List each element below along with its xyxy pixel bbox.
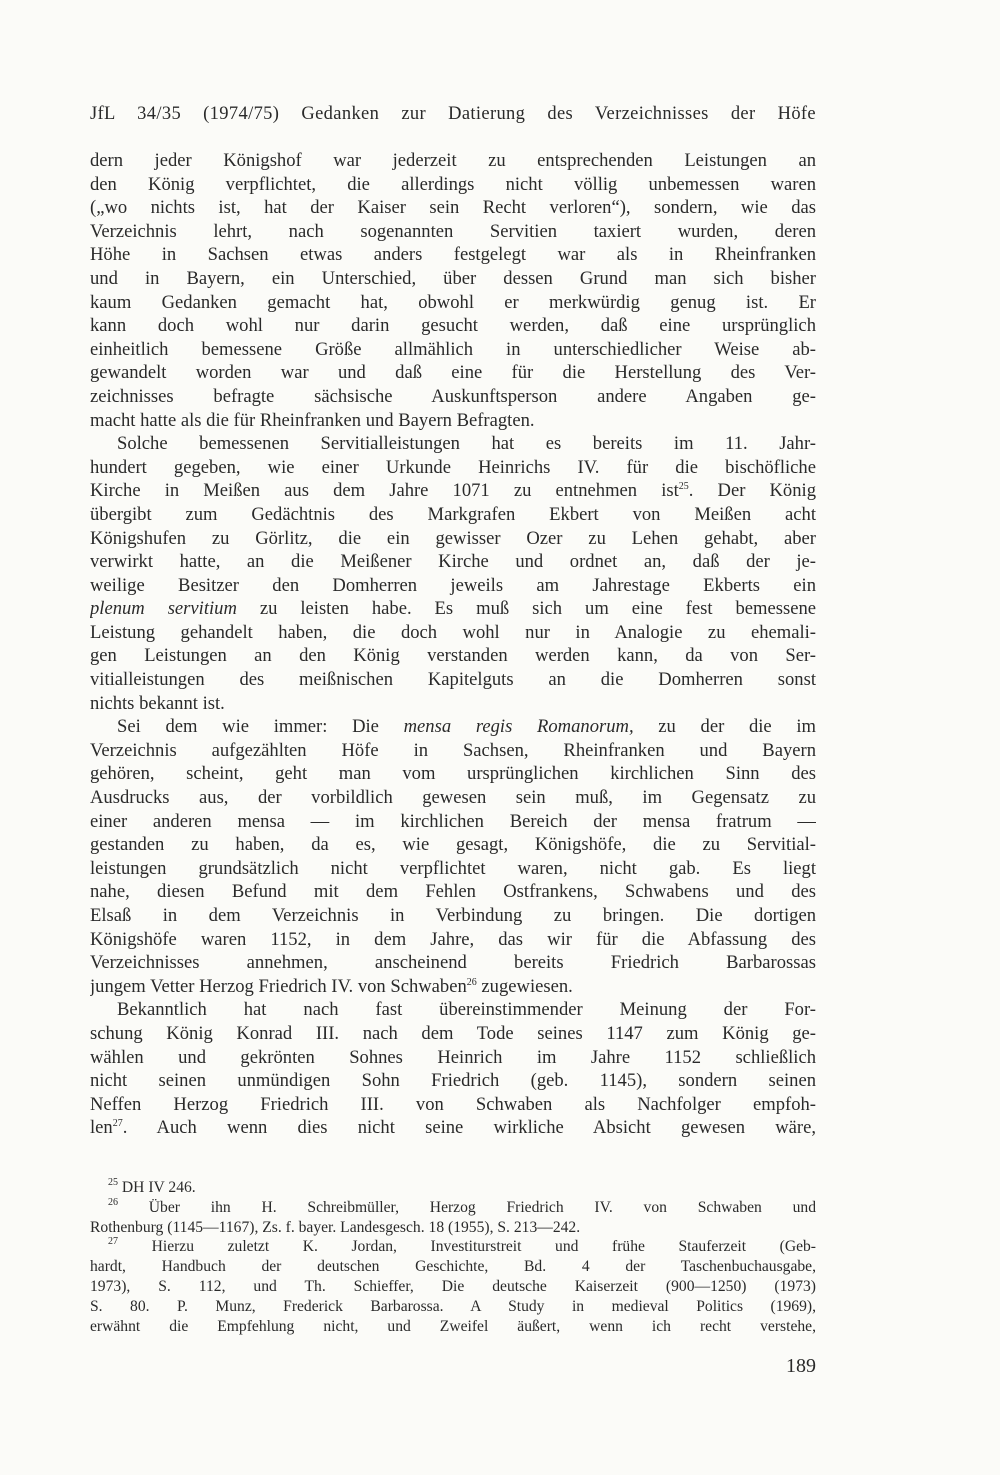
text-line: dern jeder Königshof war jederzeit zu entsprechenden Leistungen an	[90, 150, 816, 171]
main-text	[90, 149, 816, 1140]
text-line: nahe, diesen Befund mit dem Fehlen Ostfrankens, Schwabens und des	[90, 881, 816, 903]
latin-term: mensa regis Romanorum,	[403, 716, 634, 738]
footnote-ref-26[interactable]: 26	[466, 976, 477, 988]
footnotes	[90, 1178, 816, 1336]
footnote-line: erwähnt die Empfehlung nicht, und Zweifel äußert, wenn ich recht verstehe,	[90, 1317, 816, 1335]
text-segment: . Der König	[688, 480, 816, 502]
footnote-ref-27[interactable]: 27	[112, 1118, 123, 1130]
text-line	[90, 975, 816, 999]
text-line	[90, 597, 816, 621]
text-line: („wo nichts ist, hat der Kaiser sein Recht verloren“), sondern, wie das	[90, 197, 816, 219]
text-segment: Sei dem wie immer: Die	[117, 716, 404, 738]
footnote-25	[90, 1178, 816, 1198]
text-line: nichts bekannt ist.	[90, 692, 225, 714]
text-segment: zugewiesen.	[476, 975, 573, 997]
footnote-text: DH IV 246.	[121, 1179, 196, 1196]
paragraph-4	[90, 998, 816, 1140]
paragraph-1	[90, 149, 816, 432]
text-line: wählen und gekrönten Sohnes Heinrich im Jahre 1152 schließlich	[90, 1046, 816, 1068]
text-line: nicht seinen unmündigen Sohn Friedrich (geb. 1145), sondern seinen	[90, 1070, 816, 1092]
text-line	[90, 715, 816, 739]
text-segment: jungem Vetter Herzog Friedrich IV. von Schwaben	[90, 975, 467, 997]
text-line: einer anderen mensa — im kirchlichen Bereich der mensa fratrum —	[90, 810, 816, 832]
footnote-mark: 26	[108, 1197, 118, 1208]
text-segment: Kirche in Meißen aus dem Jahre 1071 zu entnehmen ist	[90, 480, 679, 502]
text-line: zeichnisses befragte sächsische Auskunftsperson andere Angaben ge-	[90, 385, 816, 407]
text-line: und in Bayern, ein Unterschied, über dessen Grund man sich bisher	[90, 267, 816, 289]
text-line: Höhe in Sachsen etwas anders festgelegt war als in Rheinfranken	[90, 244, 816, 266]
text-line: Verzeichnis aufgezählten Höfe in Sachsen, Rheinfranken und Bayern	[90, 739, 816, 761]
text-line: übergibt zum Gedächtnis des Markgrafen Ekbert von Meißen acht	[90, 503, 816, 525]
text-line: den König verpflichtet, die allerdings nicht völlig unbemessen waren	[90, 173, 816, 195]
text-line: vitialleistungen des meißnischen Kapitelguts an die Domherren sonst	[90, 669, 816, 691]
footnote-mark: 25	[108, 1178, 118, 1188]
text-line: leistungen grundsätzlich nicht verpflichtet waren, nicht gab. Es liegt	[90, 857, 816, 879]
footnote-line: S. 80. P. Munz, Frederick Barbarossa. A Study in medieval Politics (1969),	[90, 1297, 816, 1315]
text-line: schung König Konrad III. nach dem Tode seines 1147 zum König ge-	[90, 1022, 816, 1044]
footnote-line: hardt, Handbuch der deutschen Geschichte, Bd. 4 der Taschenbuchausgabe,	[90, 1258, 816, 1276]
footnote-27	[90, 1237, 816, 1257]
page-number: 189	[786, 1355, 816, 1377]
footnote-line: Rothenburg (1145—1167), Zs. f. bayer. Landesgesch. 18 (1955), S. 213—242.	[90, 1218, 581, 1236]
text-line: Ausdrucks aus, der vorbildlich gewesen sein muß, im Gegensatz zu	[90, 787, 816, 809]
text-line: einheitlich bemessene Größe allmählich in unterschiedlicher Weise ab-	[90, 338, 816, 360]
text-line: macht hatte als die für Rheinfranken und Bayern Befragten.	[90, 409, 535, 431]
text-line: Verzeichnis lehrt, nach sogenannten Servitien taxiert wurden, deren	[90, 220, 816, 242]
footnote-text: Hierzu zuletzt K. Jordan, Investiturstreit und frühe Stauferzeit (Geb-	[151, 1238, 816, 1256]
text-line: gen Leistungen an den König verstanden werden kann, da von Ser-	[90, 645, 816, 667]
text-line: Neffen Herzog Friedrich III. von Schwaben als Nachfolger empfoh-	[90, 1093, 816, 1115]
paragraph-3	[90, 715, 816, 998]
footnote-mark: 27	[108, 1237, 118, 1248]
running-head: JfL 34/35 (1974/75) Gedanken zur Datierung des Verzeichnisses der Höfe	[90, 104, 816, 124]
text-line: weilige Besitzer den Domherren jeweils am Jahrestage Ekberts ein	[90, 574, 816, 596]
footnote-ref-25[interactable]: 25	[678, 481, 689, 493]
text-line: Königshöfe waren 1152, in dem Jahre, das wir für die Abfassung des	[90, 928, 816, 950]
text-line: verwirkt hatte, an die Meißener Kirche und ordnet an, daß der je-	[90, 551, 816, 573]
text-line: hundert gegeben, wie einer Urkunde Heinrichs IV. für die bischöfliche	[90, 456, 816, 478]
footnote-text: Über ihn H. Schreibmüller, Herzog Friedrich IV. von Schwaben und	[148, 1198, 816, 1216]
text-line: Bekanntlich hat nach fast übereinstimmender Meinung der For-	[117, 999, 816, 1021]
text-line: kann doch wohl nur darin gesucht werden, daß eine ursprünglich	[90, 315, 816, 337]
text-segment: zu leisten habe. Es muß sich um eine fest bemessene	[236, 598, 816, 620]
latin-term: plenum servitium	[90, 598, 237, 620]
text-line: Solche bemessenen Servitialleistungen hat es bereits im 11. Jahr-	[117, 433, 816, 455]
text-line	[90, 1116, 816, 1140]
text-line: gestanden zu haben, da es, wie gesagt, Königshöfe, die zu Servitial-	[90, 834, 816, 856]
text-line: gehören, scheint, geht man vom ursprünglichen kirchlichen Sinn des	[90, 763, 816, 785]
text-line: Leistung gehandelt haben, die doch wohl nur in Analogie zu ehemali-	[90, 621, 816, 643]
text-line	[90, 479, 816, 503]
text-segment: . Auch wenn dies nicht seine wirkliche Absicht gewesen wäre,	[122, 1117, 816, 1139]
paragraph-2	[90, 432, 816, 715]
text-segment: len	[90, 1117, 113, 1139]
footnote-line: 1973), S. 112, und Th. Schieffer, Die deutsche Kaiserzeit (900—1250) (1973)	[90, 1277, 816, 1295]
text-line: Verzeichnisses annehmen, anscheinend bereits Friedrich Barbarossas	[90, 952, 816, 974]
text-segment: zu der die im	[633, 716, 816, 738]
text-line: kaum Gedanken gemacht hat, obwohl er merkwürdig genug ist. Er	[90, 291, 816, 313]
text-line: Elsaß in dem Verzeichnis in Verbindung zu bringen. Die dortigen	[90, 905, 816, 926]
text-line: gewandelt worden war und daß eine für die Herstellung des Ver-	[90, 362, 816, 384]
text-line: Königshufen zu Görlitz, die ein gewisser Ozer zu Lehen gehabt, aber	[90, 527, 816, 549]
footnote-26	[90, 1198, 816, 1218]
